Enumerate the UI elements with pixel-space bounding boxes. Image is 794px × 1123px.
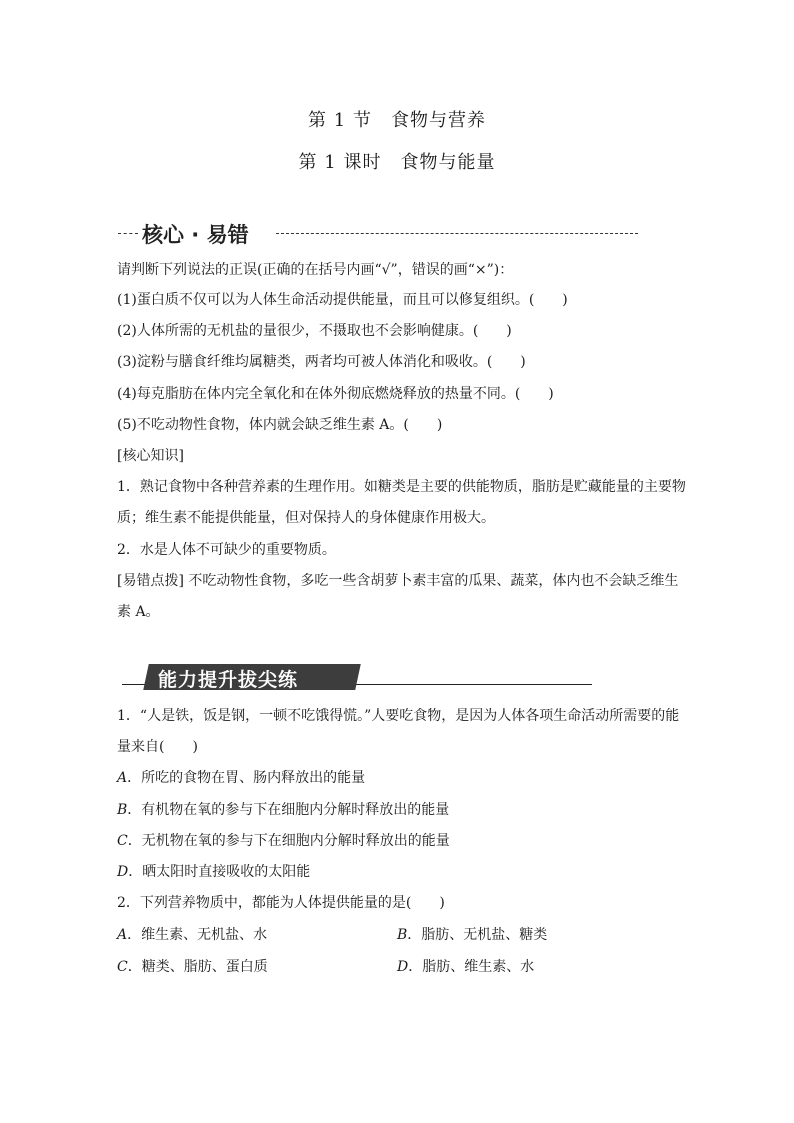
lesson-title: 第 1 课时 食物与能量 (298, 152, 496, 173)
question-stem: 1．“人是铁，饭是钢，一顿不吃饿得慌。”人要吃食物，是因为人体各项生命活动所需要的能 (117, 708, 680, 724)
question-stem: 量来自( ) (117, 739, 198, 755)
knowledge-text: 2．水是人体不可缺少的重要物质。 (117, 542, 336, 558)
core-section-header (118, 219, 638, 249)
option-d: D．脂肪、维生素、水 (397, 959, 535, 975)
option-c: C．无机物在氧的参与下在细胞内分解时释放出的能量 (117, 833, 450, 849)
knowledge-text: 质；维生素不能提供能量，但对保持人的身体健康作用极大。 (117, 510, 495, 526)
dashed-divider (276, 233, 638, 234)
instruction-text: 请判断下列说法的正误(正确的在括号内画“√”，错误的画“×”)： (117, 262, 514, 278)
mistake-tip: 素 A。 (117, 604, 160, 620)
judgement-item: (4)每克脂肪在体内完全氧化和在体外彻底燃烧释放的热量不同。( ) (117, 386, 554, 402)
core-heading: 核心 · 易错 (142, 223, 249, 247)
judgement-item: (5)不吃动物性食物，体内就会缺乏维生素 A。( ) (117, 417, 443, 433)
ability-heading: 能力提升拔尖练 (158, 669, 299, 691)
ability-section-header (122, 664, 592, 690)
option-b: B．有机物在氧的参与下在细胞内分解时释放出的能量 (117, 802, 450, 818)
judgement-item: (3)淀粉与膳食纤维均属糖类，两者均可被人体消化和吸收。( ) (117, 354, 526, 370)
knowledge-text: 1．熟记食物中各种营养素的生理作用。如糖类是主要的供能物质，脂肪是贮藏能量的主要物 (117, 479, 686, 495)
judgement-item: (2)人体所需的无机盐的量很少，不摄取也不会影响健康。( ) (117, 323, 512, 339)
option-c: C．糖类、脂肪、蛋白质 (117, 959, 268, 975)
question-stem: 2．下列营养物质中，都能为人体提供能量的是( ) (117, 895, 445, 911)
judgement-item: (1)蛋白质不仅可以为人体生命活动提供能量，而且可以修复组织。( ) (117, 292, 568, 308)
mistake-tip: [易错点拨] 不吃动物性食物，多吃一些含胡萝卜素丰富的瓜果、蔬菜，体内也不会缺乏维生 (117, 573, 679, 589)
option-b: B．脂肪、无机盐、糖类 (397, 927, 548, 943)
knowledge-tag: [核心知识] (117, 448, 184, 464)
option-d: D．晒太阳时直接吸收的太阳能 (117, 864, 311, 880)
option-a: A．所吃的食物在胃、肠内释放出的能量 (117, 770, 366, 786)
dashed-divider (118, 233, 138, 234)
section-title: 第 1 节 食物与营养 (308, 110, 486, 131)
option-a: A．维生素、无机盐、水 (117, 927, 268, 943)
